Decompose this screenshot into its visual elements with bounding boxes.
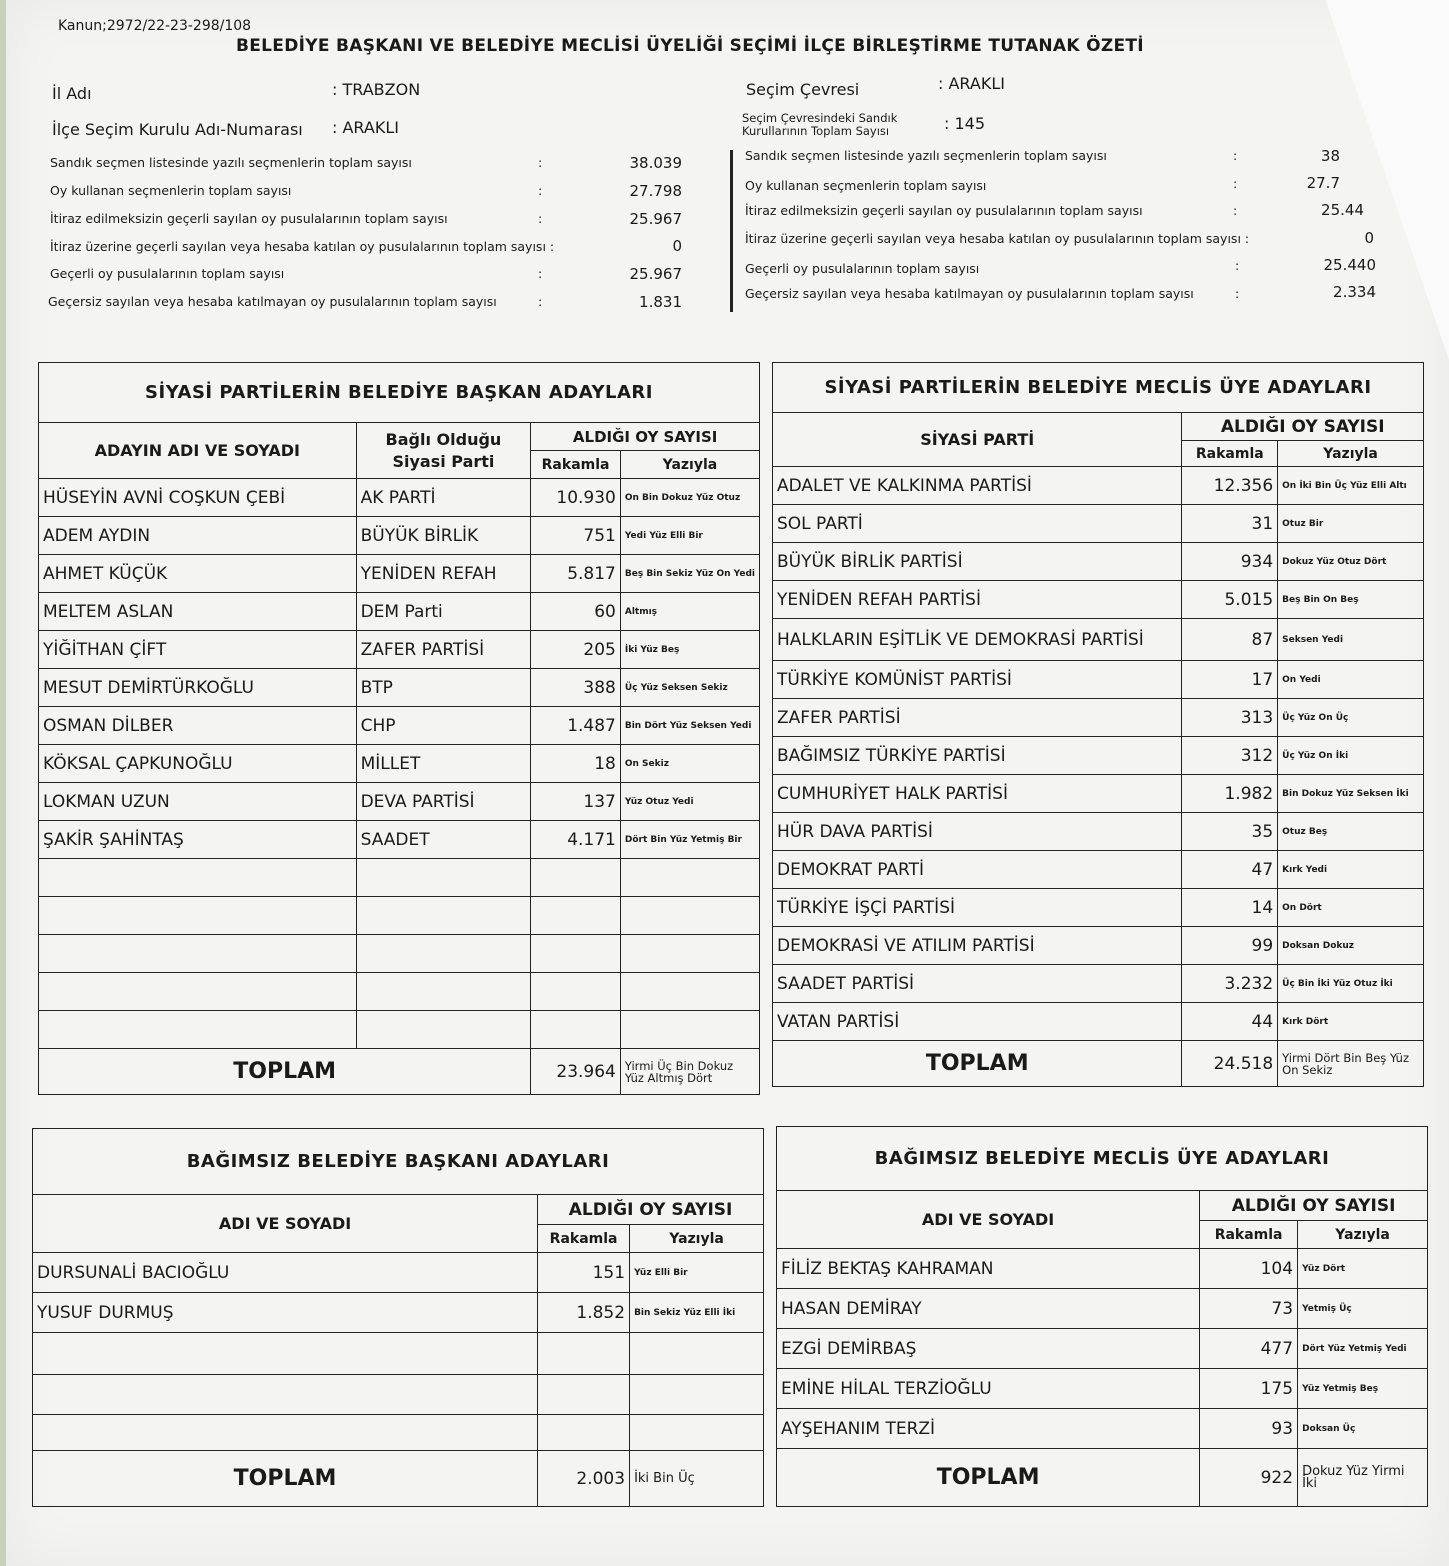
empty-cell bbox=[620, 973, 759, 1011]
stat-label: Oy kullanan seçmenlerin toplam sayısı bbox=[745, 178, 987, 193]
col-votes: ALDIĞI OY SAYISI bbox=[1200, 1191, 1428, 1221]
empty-cell bbox=[630, 1333, 764, 1375]
vote-count-text: Yüz Yetmiş Beş bbox=[1298, 1369, 1428, 1409]
empty-cell bbox=[39, 1011, 357, 1049]
candidate-party: SAADET bbox=[356, 821, 531, 859]
independent-council-table bbox=[776, 1126, 1428, 1507]
party-name: YENİDEN REFAH PARTİSİ bbox=[773, 581, 1182, 619]
vote-count: 312 bbox=[1182, 737, 1278, 775]
vote-count: 3.232 bbox=[1182, 965, 1278, 1003]
vote-count-text: Beş Bin On Beş bbox=[1278, 581, 1424, 619]
vote-count-text: Yedi Yüz Elli Bir bbox=[620, 517, 759, 555]
stat-value: 25.967 bbox=[629, 265, 682, 283]
col-votes: ALDIĞI OY SAYISI bbox=[531, 423, 760, 451]
col-votes-number: Rakamla bbox=[538, 1225, 630, 1253]
vote-count: 44 bbox=[1182, 1003, 1278, 1041]
table-row bbox=[39, 479, 760, 517]
candidate-party: MİLLET bbox=[356, 745, 531, 783]
table-row bbox=[773, 619, 1424, 661]
table-row bbox=[777, 1249, 1428, 1289]
col-affiliated-party: Bağlı Olduğu Siyasi Parti bbox=[356, 423, 531, 479]
vote-count: 14 bbox=[1182, 889, 1278, 927]
table-row bbox=[39, 745, 760, 783]
empty-cell bbox=[531, 897, 621, 935]
col-votes-number: Rakamla bbox=[1182, 441, 1278, 467]
vote-count: 1.852 bbox=[538, 1293, 630, 1333]
vote-count-text: İki Yüz Beş bbox=[620, 631, 759, 669]
party-name: BÜYÜK BİRLİK PARTİSİ bbox=[773, 543, 1182, 581]
table-row bbox=[39, 517, 760, 555]
vote-count-text: Üç Yüz On İki bbox=[1278, 737, 1424, 775]
empty-cell bbox=[356, 859, 531, 897]
vote-count-text: Dokuz Yüz Otuz Dört bbox=[1278, 543, 1424, 581]
vote-count-text: Kırk Dört bbox=[1278, 1003, 1424, 1041]
stat-value: 2.334 bbox=[1333, 283, 1376, 301]
table-row bbox=[773, 543, 1424, 581]
vote-count: 477 bbox=[1200, 1329, 1298, 1369]
empty-cell bbox=[356, 897, 531, 935]
party-name: SAADET PARTİSİ bbox=[773, 965, 1182, 1003]
candidate-name: LOKMAN UZUN bbox=[39, 783, 357, 821]
empty-cell bbox=[538, 1415, 630, 1451]
ballot-box-count-value: : 145 bbox=[944, 114, 986, 133]
candidate-name: YİĞİTHAN ÇİFT bbox=[39, 631, 357, 669]
empty-cell bbox=[531, 935, 621, 973]
candidate-name: ŞAKİR ŞAHİNTAŞ bbox=[39, 821, 357, 859]
party-name: CUMHURİYET HALK PARTİSİ bbox=[773, 775, 1182, 813]
empty-cell bbox=[630, 1415, 764, 1451]
vote-count-text: Doksan Dokuz bbox=[1278, 927, 1424, 965]
stat-label: Oy kullanan seçmenlerin toplam sayısı bbox=[50, 183, 292, 198]
party-name: HÜR DAVA PARTİSİ bbox=[773, 813, 1182, 851]
col-votes-number: Rakamla bbox=[1200, 1221, 1298, 1249]
empty-cell bbox=[39, 897, 357, 935]
candidate-name: EZGİ DEMİRBAŞ bbox=[777, 1329, 1200, 1369]
vote-count: 1.982 bbox=[1182, 775, 1278, 813]
col-votes: ALDIĞI OY SAYISI bbox=[538, 1195, 764, 1225]
col-name-surname: ADI VE SOYADI bbox=[33, 1195, 538, 1253]
empty-cell bbox=[33, 1375, 538, 1415]
candidate-name: MELTEM ASLAN bbox=[39, 593, 357, 631]
party-name: DEMOKRASİ VE ATILIM PARTİSİ bbox=[773, 927, 1182, 965]
vote-count: 1.487 bbox=[531, 707, 621, 745]
table-row bbox=[39, 821, 760, 859]
vote-count: 5.817 bbox=[531, 555, 621, 593]
ballot-box-count-label: Seçim Çevresindeki Sandık Kurullarının Toplam Sayısı bbox=[742, 111, 898, 138]
vote-count: 17 bbox=[1182, 661, 1278, 699]
stat-value: 27.798 bbox=[629, 182, 682, 200]
stats-divider bbox=[730, 150, 733, 312]
independent-mayor-total-text: İki Bin Üç bbox=[630, 1451, 764, 1507]
col-votes: ALDIĞI OY SAYISI bbox=[1182, 413, 1424, 441]
party-mayor-total-number: 23.964 bbox=[531, 1049, 621, 1095]
col-votes-text: Yazıyla bbox=[630, 1225, 764, 1253]
candidate-name: DURSUNALİ BACIOĞLU bbox=[33, 1253, 538, 1293]
vote-count: 137 bbox=[531, 783, 621, 821]
table-row bbox=[39, 555, 760, 593]
empty-cell bbox=[39, 859, 357, 897]
candidate-name: OSMAN DİLBER bbox=[39, 707, 357, 745]
table-row bbox=[773, 1003, 1424, 1041]
vote-count: 175 bbox=[1200, 1369, 1298, 1409]
party-name: BAĞIMSIZ TÜRKİYE PARTİSİ bbox=[773, 737, 1182, 775]
empty-cell bbox=[620, 897, 759, 935]
stat-value: 25.440 bbox=[1323, 256, 1376, 274]
table-row bbox=[777, 1329, 1428, 1369]
candidate-name: ADEM AYDIN bbox=[39, 517, 357, 555]
party-name: TÜRKİYE KOMÜNİST PARTİSİ bbox=[773, 661, 1182, 699]
col-votes-text: Yazıyla bbox=[1298, 1221, 1428, 1249]
vote-count: 31 bbox=[1182, 505, 1278, 543]
party-name: ZAFER PARTİSİ bbox=[773, 699, 1182, 737]
vote-count: 313 bbox=[1182, 699, 1278, 737]
vote-count-text: Bin Sekiz Yüz Elli İki bbox=[630, 1293, 764, 1333]
party-council-total-text: Yirmi Dört Bin Beş Yüz On Sekiz bbox=[1278, 1041, 1424, 1087]
candidate-party: BÜYÜK BİRLİK bbox=[356, 517, 531, 555]
candidate-name: AHMET KÜÇÜK bbox=[39, 555, 357, 593]
table-row bbox=[773, 737, 1424, 775]
table-row bbox=[773, 965, 1424, 1003]
vote-count: 47 bbox=[1182, 851, 1278, 889]
province-label: İl Adı bbox=[52, 84, 92, 103]
empty-cell bbox=[356, 1011, 531, 1049]
stat-label: Geçerli oy pusulalarının toplam sayısı bbox=[745, 261, 980, 276]
party-mayor-total-label: TOPLAM bbox=[39, 1049, 531, 1095]
col-candidate-name: ADAYIN ADI VE SOYADI bbox=[39, 423, 357, 479]
stat-value: 1.831 bbox=[639, 293, 682, 311]
vote-count: 104 bbox=[1200, 1249, 1298, 1289]
law-reference: Kanun;2972/22-23-298/108 bbox=[58, 18, 252, 34]
empty-cell bbox=[620, 1011, 759, 1049]
empty-cell bbox=[538, 1375, 630, 1415]
candidate-party: DEM Parti bbox=[356, 593, 531, 631]
document-title: BELEDİYE BAŞKANI VE BELEDİYE MECLİSİ ÜYELİĞİ SEÇİMİ İLÇE BİRLEŞTİRME TUTANAK ÖZETİ bbox=[236, 36, 1144, 56]
candidate-name: MESUT DEMİRTÜRKOĞLU bbox=[39, 669, 357, 707]
party-name: HALKLARIN EŞİTLİK VE DEMOKRASİ PARTİSİ bbox=[773, 619, 1182, 661]
vote-count: 151 bbox=[538, 1253, 630, 1293]
party-mayor-table bbox=[38, 362, 760, 1095]
table-row bbox=[39, 707, 760, 745]
stat-label: İtiraz edilmeksizin geçerli sayılan oy pusulalarının toplam sayısı bbox=[745, 203, 1143, 218]
table-row bbox=[773, 699, 1424, 737]
stat-label: İtiraz üzerine geçerli sayılan veya hesaba katılan oy pusulalarının toplam sayısı : bbox=[745, 231, 1250, 246]
independent-mayor-title: BAĞIMSIZ BELEDİYE BAŞKANI ADAYLARI bbox=[33, 1129, 764, 1195]
party-name: TÜRKİYE İŞÇİ PARTİSİ bbox=[773, 889, 1182, 927]
candidate-name: HASAN DEMİRAY bbox=[777, 1289, 1200, 1329]
vote-count-text: On Bin Dokuz Yüz Otuz bbox=[620, 479, 759, 517]
candidate-name: FİLİZ BEKTAŞ KAHRAMAN bbox=[777, 1249, 1200, 1289]
vote-count: 18 bbox=[531, 745, 621, 783]
candidate-name: YUSUF DURMUŞ bbox=[33, 1293, 538, 1333]
vote-count-text: Yüz Dört bbox=[1298, 1249, 1428, 1289]
party-council-total-label: TOPLAM bbox=[773, 1041, 1182, 1087]
district-board-value: : ARAKLI bbox=[332, 118, 399, 137]
constituency-value: : ARAKLI bbox=[938, 74, 1005, 93]
candidate-name: KÖKSAL ÇAPKUNOĞLU bbox=[39, 745, 357, 783]
table-row bbox=[773, 661, 1424, 699]
empty-cell bbox=[620, 935, 759, 973]
vote-count: 60 bbox=[531, 593, 621, 631]
vote-count-text: Doksan Üç bbox=[1298, 1409, 1428, 1449]
constituency-label: Seçim Çevresi bbox=[746, 80, 860, 99]
empty-cell bbox=[531, 1011, 621, 1049]
province-value: : TRABZON bbox=[332, 80, 421, 99]
empty-cell bbox=[620, 859, 759, 897]
table-row bbox=[773, 851, 1424, 889]
candidate-name: HÜSEYİN AVNİ COŞKUN ÇEBİ bbox=[39, 479, 357, 517]
vote-count-text: Dört Yüz Yetmiş Yedi bbox=[1298, 1329, 1428, 1369]
vote-count-text: On Yedi bbox=[1278, 661, 1424, 699]
col-votes-text: Yazıyla bbox=[620, 451, 759, 479]
party-mayor-total-text: Yirmi Üç Bin Dokuz Yüz Altmış Dört bbox=[620, 1049, 759, 1095]
independent-council-title: BAĞIMSIZ BELEDİYE MECLİS ÜYE ADAYLARI bbox=[777, 1127, 1428, 1191]
vote-count: 4.171 bbox=[531, 821, 621, 859]
vote-count-text: On Sekiz bbox=[620, 745, 759, 783]
district-board-label: İlçe Seçim Kurulu Adı-Numarası bbox=[52, 120, 303, 139]
table-row bbox=[39, 669, 760, 707]
party-name: VATAN PARTİSİ bbox=[773, 1003, 1182, 1041]
stat-value: 25.967 bbox=[629, 210, 682, 228]
stat-value: 27.7 bbox=[1306, 174, 1340, 192]
empty-cell bbox=[33, 1333, 538, 1375]
stat-label: Geçersiz sayılan veya hesaba katılmayan oy pusulalarının toplam sayısı bbox=[745, 286, 1194, 301]
party-council-title: SİYASİ PARTİLERİN BELEDİYE MECLİS ÜYE ADAYLARI bbox=[773, 363, 1424, 413]
candidate-party: ZAFER PARTİSİ bbox=[356, 631, 531, 669]
table-row bbox=[773, 813, 1424, 851]
col-name-surname: ADI VE SOYADI bbox=[777, 1191, 1200, 1249]
vote-count: 751 bbox=[531, 517, 621, 555]
party-council-table bbox=[772, 362, 1424, 1087]
vote-count-text: Bin Dört Yüz Seksen Yedi bbox=[620, 707, 759, 745]
party-name: ADALET VE KALKINMA PARTİSİ bbox=[773, 467, 1182, 505]
table-row bbox=[773, 467, 1424, 505]
table-row bbox=[777, 1409, 1428, 1449]
vote-count: 73 bbox=[1200, 1289, 1298, 1329]
independent-mayor-total-number: 2.003 bbox=[538, 1451, 630, 1507]
party-council-total-number: 24.518 bbox=[1182, 1041, 1278, 1087]
vote-count-text: Yüz Otuz Yedi bbox=[620, 783, 759, 821]
vote-count: 5.015 bbox=[1182, 581, 1278, 619]
vote-count-text: Üç Bin İki Yüz Otuz İki bbox=[1278, 965, 1424, 1003]
vote-count-text: Kırk Yedi bbox=[1278, 851, 1424, 889]
independent-mayor-total-label: TOPLAM bbox=[33, 1451, 538, 1507]
vote-count-text: Bin Dokuz Yüz Seksen İki bbox=[1278, 775, 1424, 813]
stat-value: 38 bbox=[1320, 147, 1340, 165]
stat-label: İtiraz üzerine geçerli sayılan veya hesaba katılan oy pusulalarının toplam sayısı : bbox=[50, 239, 555, 254]
vote-count: 87 bbox=[1182, 619, 1278, 661]
vote-count: 205 bbox=[531, 631, 621, 669]
vote-count-text: Seksen Yedi bbox=[1278, 619, 1424, 661]
empty-cell bbox=[356, 973, 531, 1011]
vote-count: 99 bbox=[1182, 927, 1278, 965]
party-name: SOL PARTİ bbox=[773, 505, 1182, 543]
party-name: DEMOKRAT PARTİ bbox=[773, 851, 1182, 889]
candidate-name: EMİNE HİLAL TERZİOĞLU bbox=[777, 1369, 1200, 1409]
stat-value: 38.039 bbox=[629, 154, 682, 172]
table-row bbox=[777, 1289, 1428, 1329]
table-row bbox=[773, 581, 1424, 619]
independent-mayor-table bbox=[32, 1128, 764, 1507]
col-votes-number: Rakamla bbox=[531, 451, 621, 479]
vote-count-text: Otuz Beş bbox=[1278, 813, 1424, 851]
col-votes-text: Yazıyla bbox=[1278, 441, 1424, 467]
candidate-party: YENİDEN REFAH bbox=[356, 555, 531, 593]
vote-count: 934 bbox=[1182, 543, 1278, 581]
stat-value: 0 bbox=[1364, 229, 1374, 247]
table-row bbox=[777, 1369, 1428, 1409]
stat-label: İtiraz edilmeksizin geçerli sayılan oy pusulalarının toplam sayısı bbox=[50, 211, 448, 226]
vote-count-text: Altmış bbox=[620, 593, 759, 631]
party-mayor-title: SİYASİ PARTİLERİN BELEDİYE BAŞKAN ADAYLARI bbox=[39, 363, 760, 423]
vote-count-text: Yetmiş Üç bbox=[1298, 1289, 1428, 1329]
vote-count: 35 bbox=[1182, 813, 1278, 851]
col-political-party: SİYASİ PARTİ bbox=[773, 413, 1182, 467]
empty-cell bbox=[630, 1375, 764, 1415]
candidate-party: DEVA PARTİSİ bbox=[356, 783, 531, 821]
stat-value: 0 bbox=[672, 237, 682, 255]
vote-count-text: On İki Bin Üç Yüz Elli Altı bbox=[1278, 467, 1424, 505]
candidate-name: AYŞEHANIM TERZİ bbox=[777, 1409, 1200, 1449]
empty-cell bbox=[531, 859, 621, 897]
stat-label: Sandık seçmen listesinde yazılı seçmenlerin toplam sayısı bbox=[745, 148, 1107, 163]
vote-count: 12.356 bbox=[1182, 467, 1278, 505]
table-row bbox=[773, 775, 1424, 813]
candidate-party: AK PARTİ bbox=[356, 479, 531, 517]
table-row bbox=[33, 1253, 764, 1293]
vote-count-text: Otuz Bir bbox=[1278, 505, 1424, 543]
stat-value: 25.44 bbox=[1321, 201, 1364, 219]
table-row bbox=[33, 1293, 764, 1333]
vote-count-text: Üç Yüz On Üç bbox=[1278, 699, 1424, 737]
empty-cell bbox=[39, 973, 357, 1011]
table-row bbox=[773, 927, 1424, 965]
table-row bbox=[773, 505, 1424, 543]
vote-count-text: Üç Yüz Seksen Sekiz bbox=[620, 669, 759, 707]
stat-label: Geçersiz sayılan veya hesaba katılmayan oy pusulalarının toplam sayısı bbox=[48, 294, 497, 309]
vote-count: 93 bbox=[1200, 1409, 1298, 1449]
independent-council-total-label: TOPLAM bbox=[777, 1449, 1200, 1507]
table-row bbox=[39, 631, 760, 669]
candidate-party: CHP bbox=[356, 707, 531, 745]
candidate-party: BTP bbox=[356, 669, 531, 707]
table-row bbox=[773, 889, 1424, 927]
stat-label: Geçerli oy pusulalarının toplam sayısı bbox=[50, 266, 285, 281]
independent-council-total-number: 922 bbox=[1200, 1449, 1298, 1507]
vote-count-text: Beş Bin Sekiz Yüz On Yedi bbox=[620, 555, 759, 593]
table-row bbox=[39, 593, 760, 631]
stat-label: Sandık seçmen listesinde yazılı seçmenlerin toplam sayısı bbox=[50, 155, 412, 170]
table-row bbox=[39, 783, 760, 821]
vote-count-text: On Dört bbox=[1278, 889, 1424, 927]
empty-cell bbox=[538, 1333, 630, 1375]
vote-count-text: Yüz Elli Bir bbox=[630, 1253, 764, 1293]
empty-cell bbox=[33, 1415, 538, 1451]
independent-council-total-text: Dokuz Yüz Yirmi İki bbox=[1298, 1449, 1428, 1507]
empty-cell bbox=[531, 973, 621, 1011]
vote-count: 388 bbox=[531, 669, 621, 707]
vote-count: 10.930 bbox=[531, 479, 621, 517]
empty-cell bbox=[39, 935, 357, 973]
empty-cell bbox=[356, 935, 531, 973]
vote-count-text: Dört Bin Yüz Yetmiş Bir bbox=[620, 821, 759, 859]
